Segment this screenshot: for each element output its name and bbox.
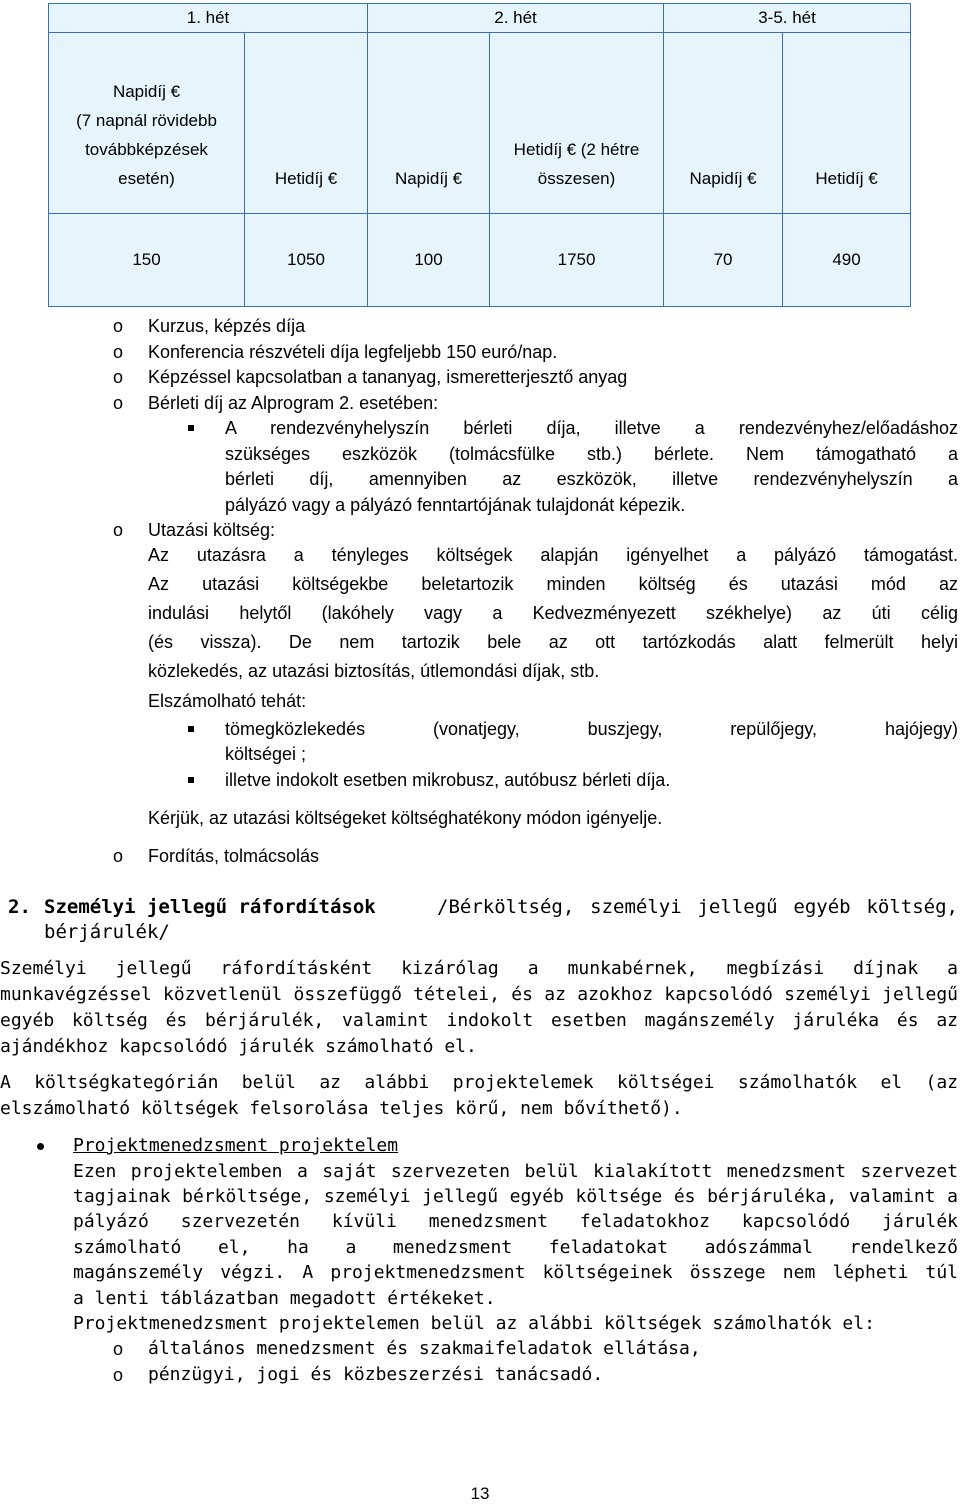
rent-line: pályázó vagy a pályázó fenntartójának tulajdonát képezik. bbox=[225, 495, 686, 515]
rent-line: bérleti díj, amennyiben az eszközök, illetve rendezvényhelyszín a bbox=[225, 469, 958, 489]
pm-line: a lenti táblázatban megadott értékeket. bbox=[73, 1288, 496, 1309]
fee-type-cell: Napidíj € bbox=[664, 33, 783, 214]
paragraph-line: Személyi jellegű ráfordításként kizárólag a munkabérnek, megbízási díjnak a bbox=[0, 958, 958, 979]
list-item: Fordítás, tolmácsolás bbox=[148, 846, 320, 866]
section-subtitle: /Bérköltség, személyi jellegű egyéb költség, bbox=[437, 896, 958, 918]
fee-type-cell: Napidíj € (7 napnál rövidebb továbbképzések esetén) bbox=[49, 33, 245, 214]
travel-title: Utazási költség: bbox=[148, 520, 276, 540]
week-2-header: 2. hét bbox=[368, 4, 664, 33]
week-3-5-header: 3-5. hét bbox=[664, 4, 911, 33]
rent-line: A rendezvényhelyszín bérleti díja, illetve a rendezvényhez/előadáshoz bbox=[225, 418, 958, 438]
pm-line: magánszemély végzi. A projektmenedzsment költségeinek összege nem lépheti túl bbox=[73, 1262, 958, 1283]
list-bullet: o bbox=[113, 393, 124, 413]
fee-type-cell: Hetidíj € (2 hétre összesen) bbox=[490, 33, 664, 214]
rent-line: szükséges eszközök (tolmácsfülke stb.) bérlete. Nem támogatható a bbox=[225, 444, 958, 464]
eligible-item: tömegközlekedés (vonatjegy, buszjegy, repülőjegy, hajójegy) bbox=[225, 719, 958, 739]
fee-type-cell: Hetidíj € bbox=[783, 33, 911, 214]
amount-row bbox=[49, 214, 911, 307]
amount-cell: 1750 bbox=[490, 214, 664, 307]
list-bullet: o bbox=[113, 342, 124, 362]
amount-cell: 490 bbox=[783, 214, 911, 307]
square-bullet bbox=[188, 726, 194, 732]
list-item: Kurzus, képzés díja bbox=[148, 316, 306, 336]
pm-intro: Projektmenedzsment projektelemen belül az alábbi költségek számolhatók el: bbox=[73, 1313, 875, 1334]
list-item: Bérleti díj az Alprogram 2. esetében: bbox=[148, 393, 439, 413]
list-bullet: o bbox=[113, 367, 124, 387]
section-subtitle: bérjárulék/ bbox=[44, 921, 170, 943]
pm-line: tagjainak bérköltsége, személyi jellegű egyéb költsége és bérjáruléka, valamint a bbox=[73, 1186, 958, 1207]
square-bullet bbox=[188, 777, 194, 783]
list-item: Konferencia részvételi díja legfeljebb 150 euró/nap. bbox=[148, 342, 558, 362]
fee-type-row bbox=[49, 33, 911, 214]
pm-item: általános menedzsment és szakmaifeladatok ellátása, bbox=[148, 1338, 701, 1359]
list-bullet: o bbox=[113, 1339, 124, 1359]
paragraph-line: elszámolható költségek felsorolása teljes körű, nem bővíthető). bbox=[0, 1098, 683, 1119]
pm-item: pénzügyi, jogi és közbeszerzési tanácsadó. bbox=[148, 1364, 604, 1385]
list-bullet: o bbox=[113, 846, 124, 866]
request-note: Kérjük, az utazási költségeket költséghatékony módon igényelje. bbox=[148, 808, 663, 828]
paragraph-line: egyéb költség és bérjárulék, valamint indokolt esetben magánszemély járuléka és az bbox=[0, 1010, 958, 1031]
pm-line: pályázó szervezetén kívüli menedzsment feladatokhoz kapcsolódó járulék bbox=[73, 1211, 958, 1232]
fee-type-cell: Napidíj € bbox=[368, 33, 490, 214]
pm-line: Ezen projektelemben a saját szervezeten belül kialakított menedzsment szervezet bbox=[73, 1161, 958, 1182]
round-bullet bbox=[37, 1143, 44, 1150]
eligible-item: illetve indokolt esetben mikrobusz, autóbusz bérleti díja. bbox=[225, 770, 671, 790]
amount-cell: 100 bbox=[368, 214, 490, 307]
section-title: Személyi jellegű ráfordítások bbox=[44, 896, 376, 918]
week-header-row bbox=[49, 4, 911, 33]
list-bullet: o bbox=[113, 520, 124, 540]
eligible-item: költségei ; bbox=[225, 744, 307, 764]
pm-heading: Projektmenedzsment projektelem bbox=[73, 1135, 399, 1156]
amount-cell: 150 bbox=[49, 214, 245, 307]
list-bullet: o bbox=[113, 1365, 124, 1385]
travel-line: (és vissza). De nem tartozik bele az ott tartózkodás alatt felmerült helyi bbox=[148, 632, 958, 652]
paragraph-line: A költségkategórián belül az alábbi projektelemek költségei számolhatók el (az bbox=[0, 1072, 958, 1093]
week-1-header: 1. hét bbox=[49, 4, 368, 33]
amount-cell: 1050 bbox=[245, 214, 368, 307]
section-number: 2. bbox=[8, 896, 31, 918]
pm-line: számolható el, ha a menedzsment feladatokat adószámmal rendelkező bbox=[73, 1237, 958, 1258]
square-bullet bbox=[188, 425, 194, 431]
rate-table bbox=[48, 3, 911, 307]
travel-line: indulási helytől (lakóhely vagy a Kedvezményezett székhelye) az úti célig bbox=[148, 603, 958, 623]
amount-cell: 70 bbox=[664, 214, 783, 307]
fee-type-cell: Hetidíj € bbox=[245, 33, 368, 214]
page-number: 13 bbox=[470, 1484, 490, 1503]
travel-line: Az utazásra a tényleges költségek alapján igényelhet a pályázó támogatást. bbox=[148, 545, 958, 565]
list-bullet: o bbox=[113, 316, 124, 336]
travel-line: közlekedés, az utazási biztosítás, útlemondási díjak, stb. bbox=[148, 661, 600, 681]
paragraph-line: munkavégzéssel közvetlenül összefüggő tételei, és az azokhoz kapcsolódó személyi jellegű bbox=[0, 984, 958, 1005]
eligible-title: Elszámolható tehát: bbox=[148, 691, 307, 711]
travel-line: Az utazási költségekbe beletartozik minden költség és utazási mód az bbox=[148, 574, 958, 594]
paragraph-line: ajándékhoz kapcsolódó járulék számolható el. bbox=[0, 1036, 477, 1057]
list-item: Képzéssel kapcsolatban a tananyag, ismeretterjesztő anyag bbox=[148, 367, 628, 387]
